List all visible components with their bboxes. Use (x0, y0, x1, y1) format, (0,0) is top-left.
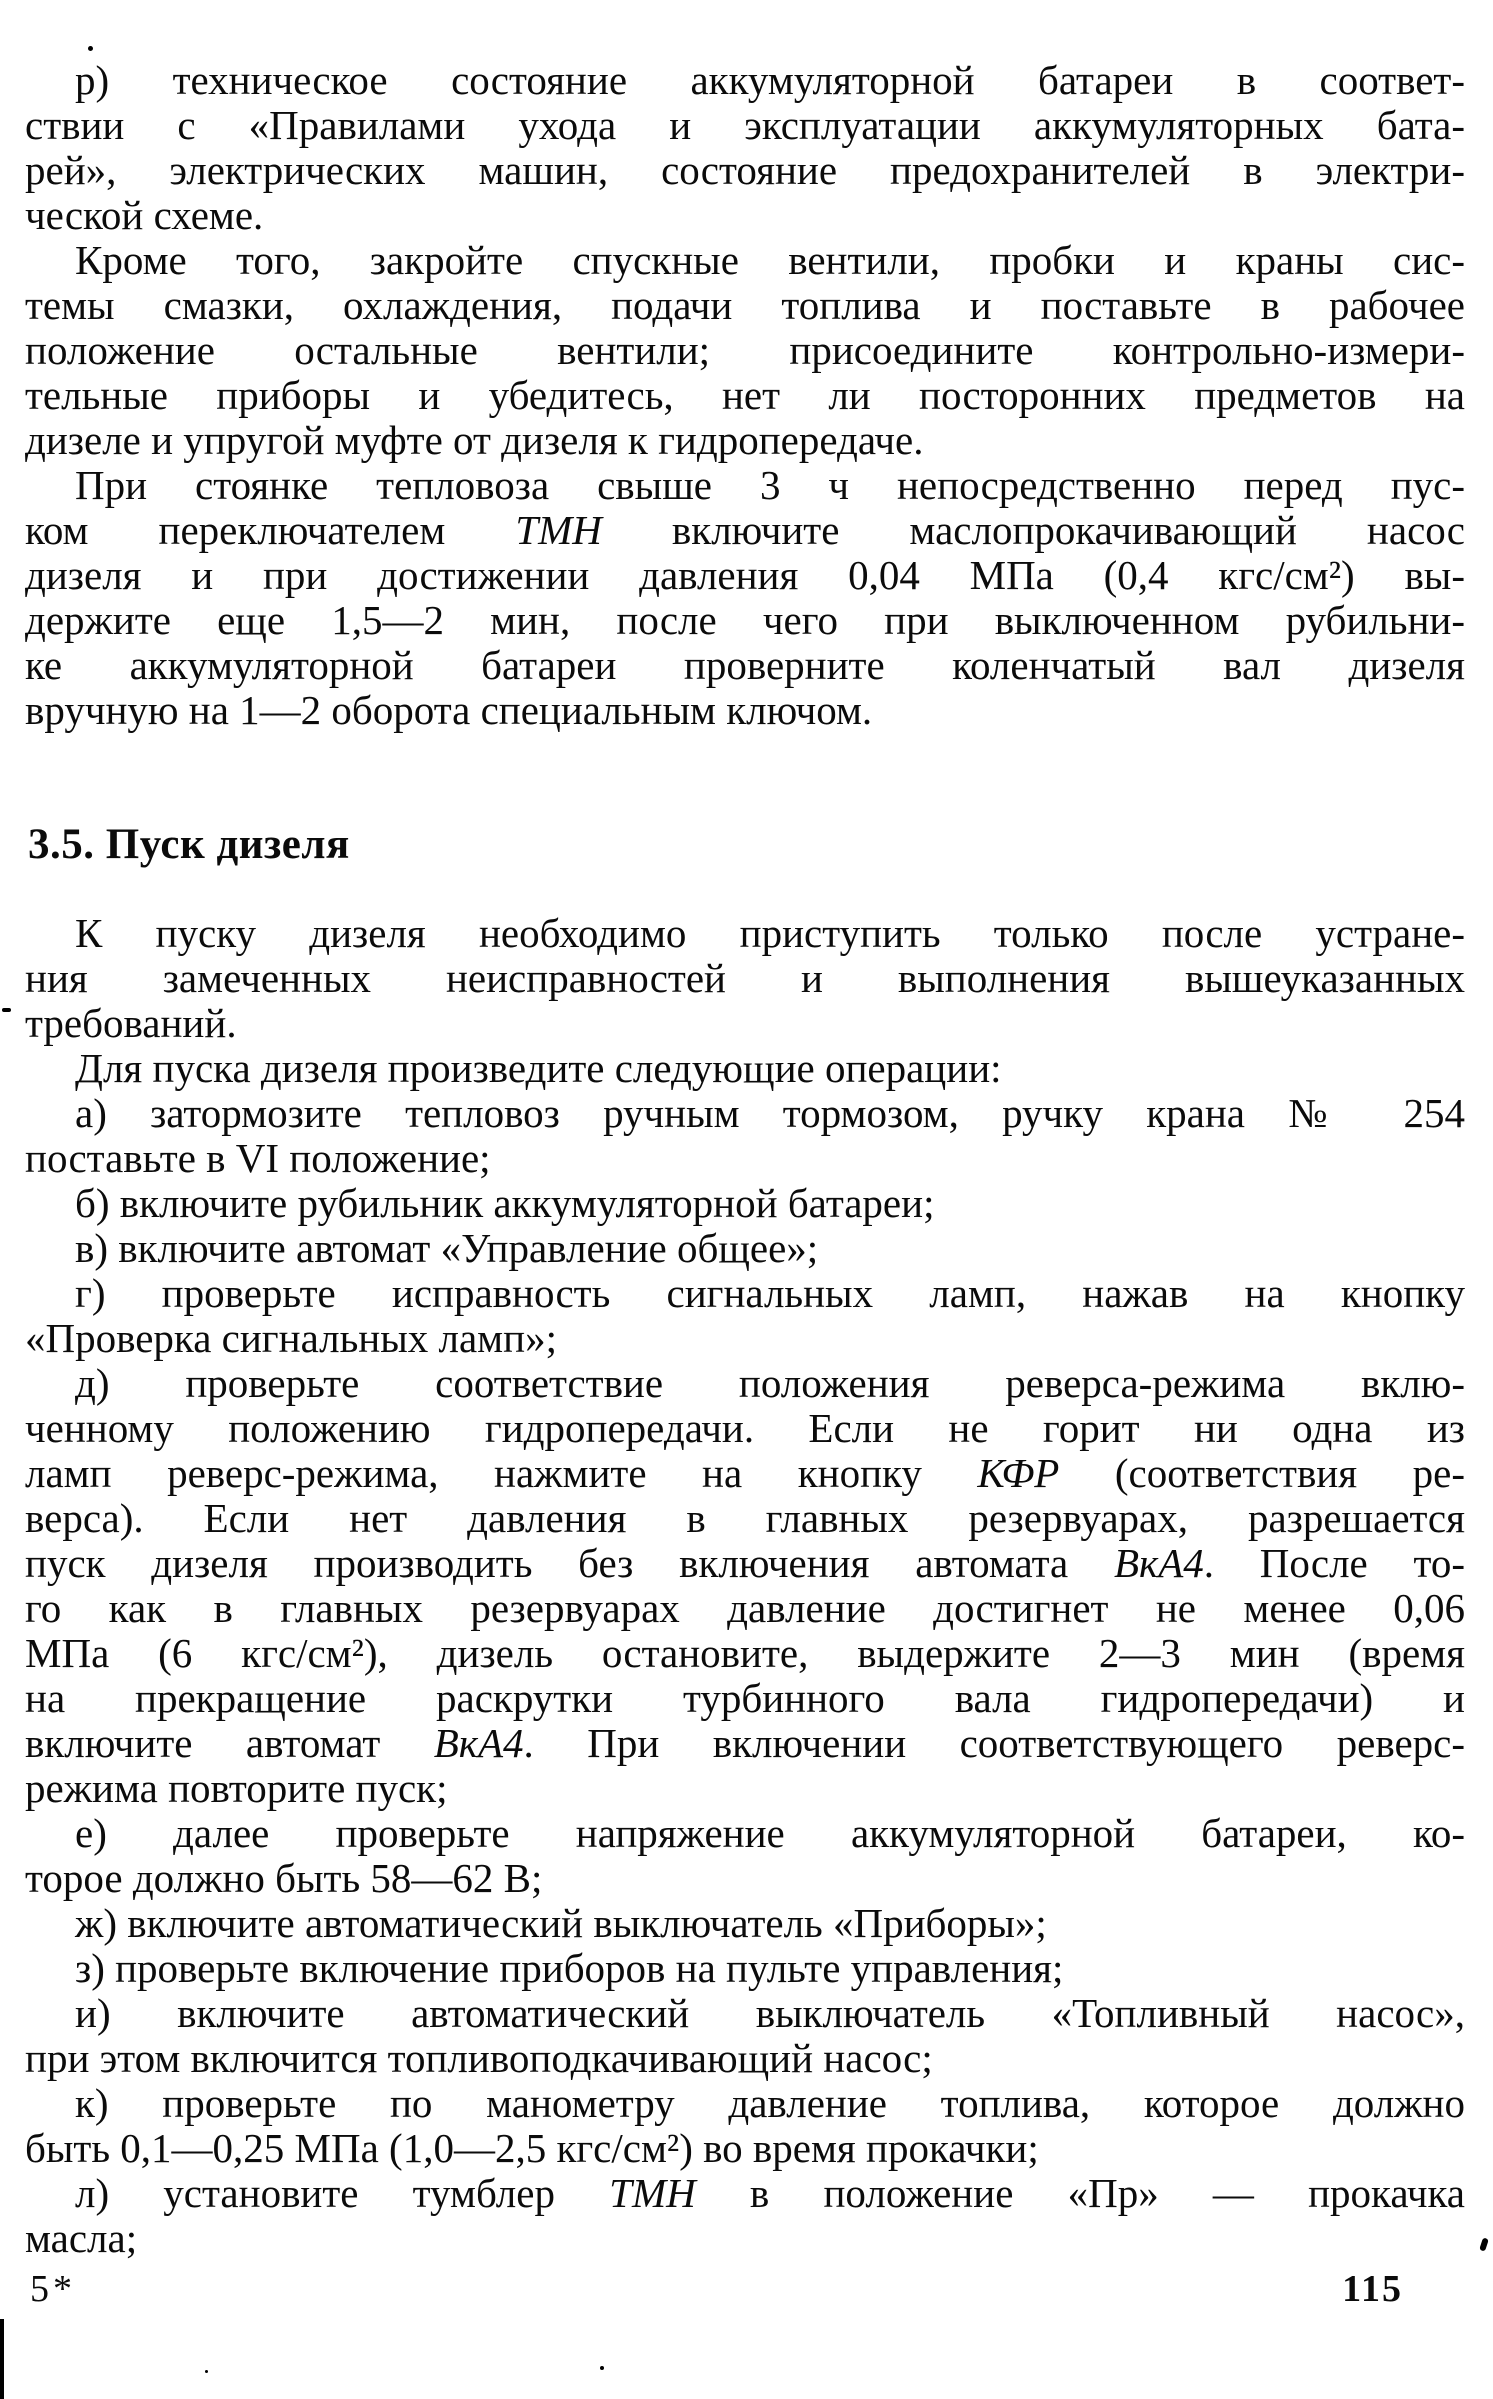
list-item-d (25, 1361, 1465, 1811)
text-line: дизеле и упругой муфте от дизеля к гидропередаче. (25, 417, 924, 463)
text-line: МПа (6 кгс/см²), дизель остановите, выдержите 2—3 мин (время (25, 1630, 1465, 1676)
text-line: к) проверьте по манометру давление топлива, которое должно (75, 2080, 1465, 2126)
text-line: требований. (25, 1000, 237, 1046)
scan-artifact-speck (2, 1008, 11, 1012)
text-line: торое должно быть 58—62 В; (25, 1855, 543, 1901)
text-line: ком переключателем ТМН включите маслопрокачивающий насос (25, 507, 1465, 553)
text-line: ствии с «Правилами ухода и эксплуатации аккумуляторных бата- (25, 102, 1465, 148)
list-item-e (25, 1811, 1465, 1901)
text-line: ламп реверс-режима, нажмите на кнопку КФР (соответствия ре- (25, 1450, 1465, 1496)
text-line: держите еще 1,5—2 мин, после чего при выключенном рубильни- (25, 597, 1465, 643)
list-item-v (25, 1226, 1465, 1271)
text-line: положение остальные вентили; присоедините контрольно-измери- (25, 327, 1465, 373)
scan-artifact-speck (600, 2366, 604, 2370)
text-line: режима повторите пуск; (25, 1765, 448, 1811)
printer-signature-mark: 5* (30, 2268, 76, 2310)
para-operations-intro (25, 1046, 1465, 1091)
text-line: на прекращение раскрутки турбинного вала гидропередачи) и (25, 1675, 1465, 1721)
para-close-valves (25, 238, 1465, 463)
list-item-g (25, 1271, 1465, 1361)
text-line: ке аккумуляторной батареи проверните коленчатый вал дизеля (25, 642, 1465, 688)
text-line: а) затормозите тепловоз ручным тормозом, ручку крана № 254 (75, 1090, 1465, 1136)
text-line: поставьте в VI положение; (25, 1135, 491, 1181)
list-item-zh (25, 1901, 1465, 1946)
text-line: верса). Если нет давления в главных резервуарах, разрешается (25, 1495, 1465, 1541)
text-line: Для пуска дизеля произведите следующие операции: (75, 1045, 1002, 1091)
text-line: е) далее проверьте напряжение аккумуляторной батареи, ко- (75, 1810, 1465, 1856)
list-item-b (25, 1181, 1465, 1226)
text-line: б) включите рубильник аккумуляторной батареи; (75, 1180, 935, 1226)
scan-artifact-speck (1479, 2237, 1489, 2251)
text-line: ния замеченных неисправностей и выполнения вышеуказанных (25, 955, 1465, 1001)
text-line: тельные приборы и убедитесь, нет ли посторонних предметов на (25, 372, 1465, 418)
list-item-a (25, 1091, 1465, 1181)
list-item-i (25, 1991, 1465, 2081)
text-line: При стоянке тепловоза свыше 3 ч непосредственно перед пус- (75, 462, 1465, 508)
list-item-l (25, 2171, 1465, 2261)
text-line: ж) включите автоматический выключатель «Приборы»; (75, 1900, 1047, 1946)
scan-artifact-speck (88, 46, 93, 51)
page-content (25, 0, 1465, 2261)
text-line: го как в главных резервуарах давление достигнет не менее 0,06 (25, 1585, 1465, 1631)
text-line: л) установите тумблер ТМН в положение «Пр» — прокачка (75, 2170, 1465, 2216)
text-line: быть 0,1—0,25 МПа (1,0—2,5 кгс/см²) во время прокачки; (25, 2125, 1039, 2171)
text-line: д) проверьте соответствие положения реверса-режима вклю- (75, 1360, 1465, 1406)
scan-artifact-left-edge-line (0, 2319, 4, 2399)
list-item-k (25, 2081, 1465, 2171)
text-line: ческой схеме. (25, 192, 264, 238)
text-line: масла; (25, 2215, 138, 2261)
text-line: при этом включится топливоподкачивающий насос; (25, 2035, 933, 2081)
text-line: з) проверьте включение приборов на пульте управления; (75, 1945, 1064, 1991)
page-number: 115 (1342, 2268, 1403, 2310)
text-line: в) включите автомат «Управление общее»; (75, 1225, 819, 1271)
para-long-standstill (25, 463, 1465, 733)
text-line: включите автомат ВкА4. При включении соответствующего реверс- (25, 1720, 1465, 1766)
scan-artifact-speck (205, 2370, 208, 2373)
section-heading: 3.5. Пуск дизеля (28, 821, 350, 868)
page-footer (25, 2267, 1465, 2319)
para-start-after-fixes (25, 911, 1465, 1046)
text-line: вручную на 1—2 оборота специальным ключом. (25, 687, 873, 733)
text-line: пуск дизеля производить без включения автомата ВкА4. После то- (25, 1540, 1465, 1586)
text-line: г) проверьте исправность сигнальных ламп, нажав на кнопку (75, 1270, 1465, 1316)
text-line: ченному положению гидропередачи. Если не горит ни одна из (25, 1405, 1465, 1451)
text-line: и) включите автоматический выключатель «Топливный насос», (75, 1990, 1465, 2036)
text-line: Кроме того, закройте спускные вентили, пробки и краны сис- (75, 237, 1465, 283)
text-line: К пуску дизеля необходимо приступить только после устране- (75, 910, 1465, 956)
para-battery-condition (25, 58, 1465, 238)
text-line: рей», электрических машин, состояние предохранителей в электри- (25, 147, 1465, 193)
text-line: р) техническое состояние аккумуляторной батареи в соответ- (75, 57, 1465, 103)
text-line: темы смазки, охлаждения, подачи топлива и поставьте в рабочее (25, 282, 1465, 328)
list-item-z (25, 1946, 1465, 1991)
text-line: «Проверка сигнальных ламп»; (25, 1315, 557, 1361)
text-line: дизеля и при достижении давления 0,04 МПа (0,4 кгс/см²) вы- (25, 552, 1465, 598)
